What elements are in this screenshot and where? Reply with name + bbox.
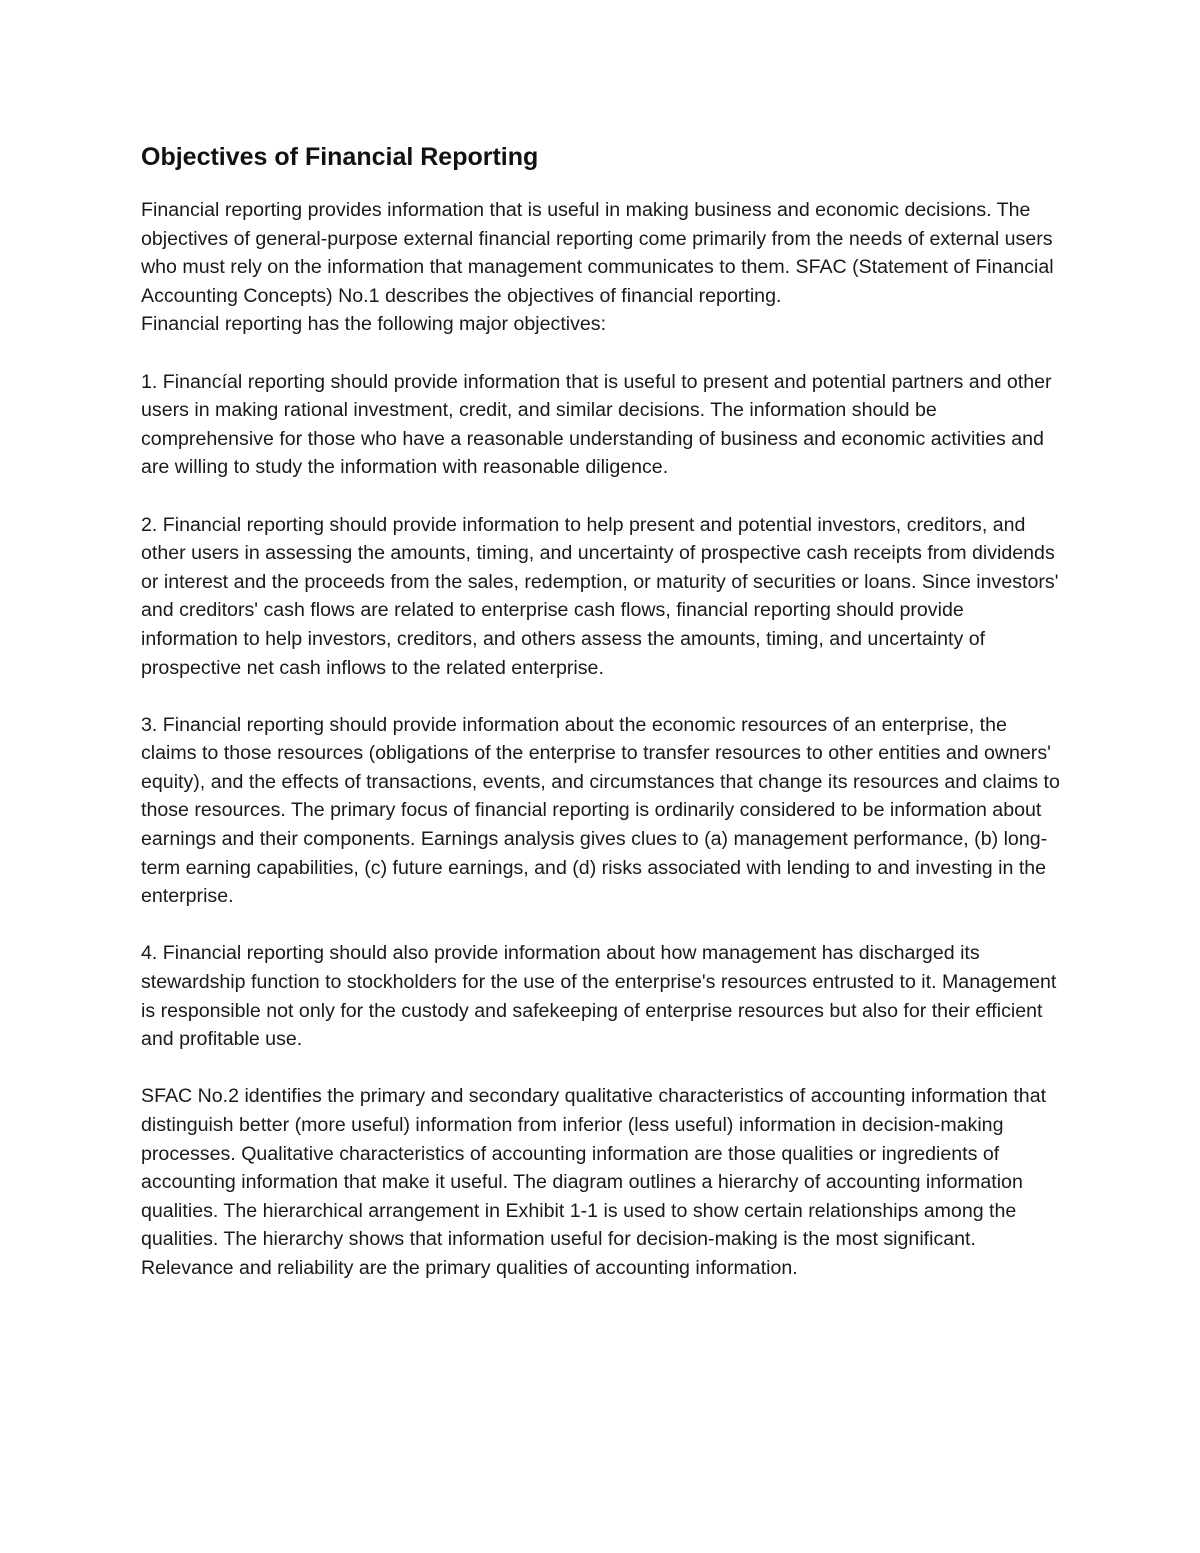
intro-paragraph: Financial reporting provides information that is useful in making business and economic decisions. The objectives of general-purpose external financial reporting come primarily from the needs of external users who must rely on the information that management communicates to them. SFAC (Statement of Financial Accounting Concepts) No.1 describes the objectives of financial reporting.	[141, 199, 1054, 307]
objective-item-2: 2. Financial reporting should provide information to help present and potential investors, creditors, and other users in assessing the amounts, timing, and uncertainty of prospective cash receipts from dividends or interest and the proceeds from the sales, redemption, or maturity of securities or loans. Since investors' and creditors' cash flows are related to enterprise cash flows, financial reporting should provide information to help investors, creditors, and others assess the amounts, timing, and uncertainty of prospective net cash inflows to the related enterprise.	[141, 513, 1059, 679]
document-title: Objectives of Financial Reporting	[141, 143, 539, 171]
paragraph-spacer	[141, 682, 1061, 711]
objective-item-1: 1. Financíal reporting should provide information that is useful to present and potential partners and other users in making rational investment, credit, and similar decisions. The information should be comprehensive for those who have a reasonable understanding of business and economic activities and are willing to study the information with reasonable diligence.	[141, 370, 1052, 479]
document-body	[141, 140, 1061, 1283]
closing-paragraph: SFAC No.2 identifies the primary and secondary qualitative characteristics of accounting information that distinguish better (more useful) information from inferior (less useful) information in decision-making processes. Qualitative characteristics of accounting information are those qualities or ingredients of accounting information that make it useful. The diagram outlines a hierarchy of accounting information qualities. The hierarchical arrangement in Exhibit 1-1 is used to show certain relationships among the qualities. The hierarchy shows that information useful for decision-making is the most significant. Relevance and reliability are the primary qualities of accounting information.	[141, 1085, 1047, 1279]
objective-item-4: 4. Financial reporting should also provide information about how management has discharged its stewardship function to stockholders for the use of the enterprise's resources entrusted to it. Management is responsible not only for the custody and safekeeping of enterprise resources but also for their efficient and profitable use.	[141, 942, 1057, 1051]
paragraph-spacer	[141, 339, 1061, 368]
paragraph-spacer	[141, 482, 1061, 511]
objective-item-3: 3. Financial reporting should provide information about the economic resources of an enterprise, the claims to those resources (obligations of the enterprise to transfer resources to other entities and owners' equity), and the effects of transactions, events, and circumstances that change its resources and claims to those resources. The primary focus of financial reporting is ordinarily considered to be information about earnings and their components. Earnings analysis gives clues to (a) management performance, (b) long-term earning capabilities, (c) future earnings, and (d) risks associated with lending to and investing in the enterprise.	[141, 713, 1060, 908]
objectives-lead-in: Financial reporting has the following major objectives:	[141, 313, 607, 336]
paragraph-spacer	[141, 1054, 1061, 1083]
paragraph-spacer	[141, 911, 1061, 940]
